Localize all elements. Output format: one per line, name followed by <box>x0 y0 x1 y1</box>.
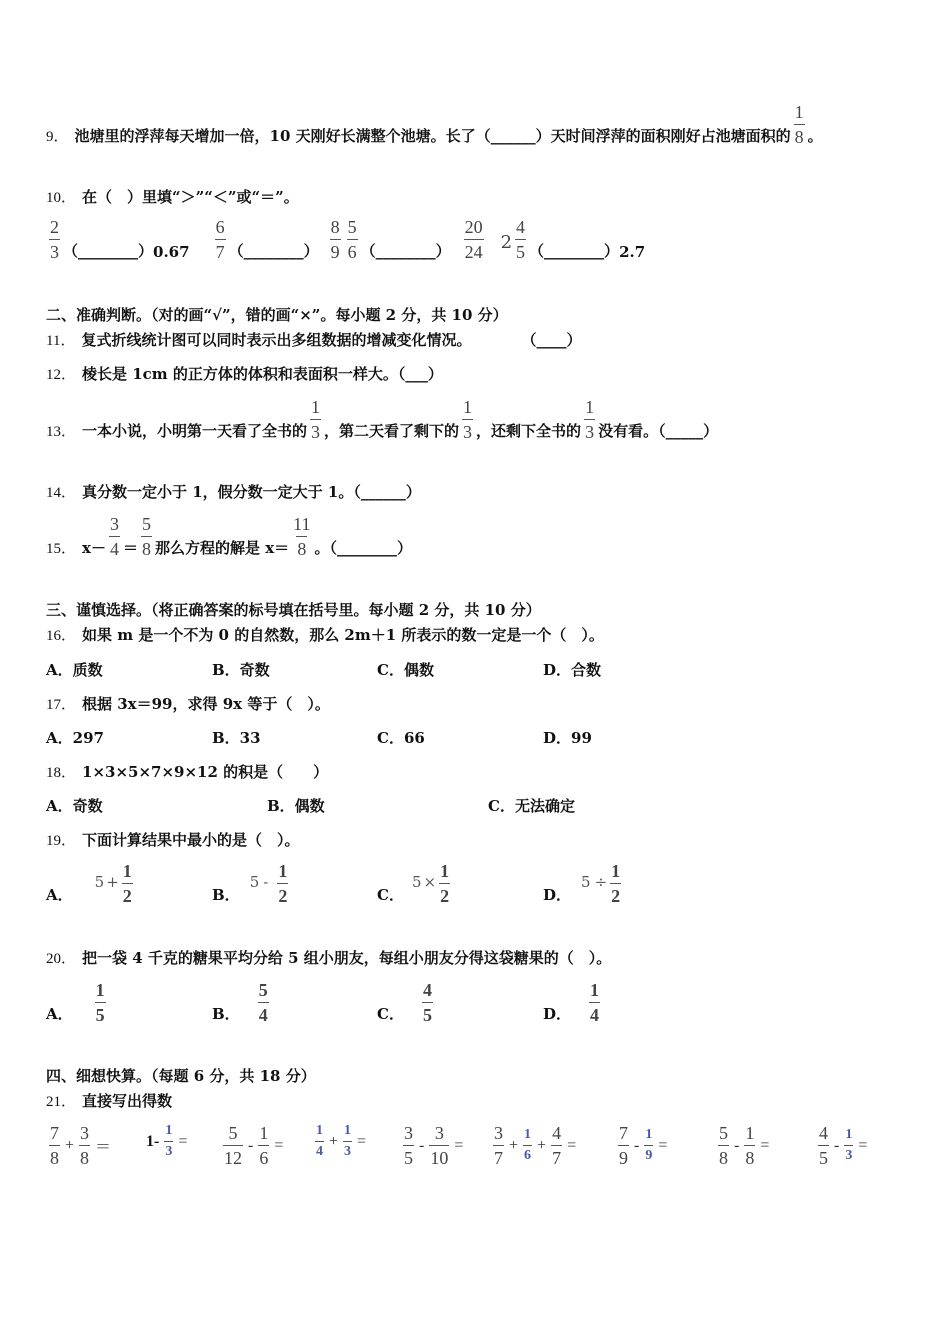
q21-fraction: $\frac{4}{7}$ <box>552 1123 562 1168</box>
q11-blank[interactable]: （____） <box>521 331 582 349</box>
q17-option-c[interactable]: C．66 <box>377 729 425 747</box>
q10-item3-blank[interactable]: （________） <box>360 242 451 260</box>
q20-d-label: D． <box>543 1005 572 1023</box>
question-18 <box>46 761 328 782</box>
q20-option-b[interactable] <box>212 981 272 1024</box>
q13-text-b: ，第二天看了剩下的 <box>324 422 460 440</box>
q20-a-frac: $\frac{1}{5}$ <box>95 980 105 1025</box>
q21-expression-6 <box>490 1124 578 1167</box>
q10-item1-blank[interactable]: （________） <box>63 242 154 260</box>
q19-b-operator: - <box>263 873 269 891</box>
q19-d-operator: ÷ <box>594 873 608 891</box>
q16-option-b[interactable]: B．奇数 <box>212 661 270 679</box>
q21-expression-9 <box>815 1124 869 1167</box>
q19-text: 下面计算结果中最小的是（ ）。 <box>82 831 300 849</box>
q20-d-frac: $\frac{1}{4}$ <box>590 980 600 1025</box>
q19-option-a[interactable] <box>46 862 136 905</box>
q21-expression-7 <box>615 1124 669 1167</box>
question-17 <box>46 693 330 714</box>
q9-number: 9． <box>46 129 69 145</box>
question-13 <box>46 398 718 441</box>
q21-fraction: $\frac{7}{9}$ <box>619 1123 628 1168</box>
q9-tail: 。 <box>807 127 823 145</box>
q21-fraction: $\frac{1}{4}$ <box>316 1123 323 1159</box>
q18-option-b[interactable]: B．偶数 <box>267 797 325 815</box>
q19-b-frac: $\frac{1}{2}$ <box>278 861 288 906</box>
q21-token: = <box>567 1136 577 1154</box>
question-11 <box>46 329 581 350</box>
q20-option-d[interactable] <box>543 981 603 1024</box>
section-3-title: 三、谨慎选择。（将正确答案的标号填在括号里。每小题 2 分，共 10 分） <box>46 601 541 619</box>
q9-text: 池塘里的浮萍每天增加一倍，10 天刚好长满整个池塘。长了（______）天时间浮萍的面积刚好占池塘面积的 <box>74 127 791 145</box>
q21-token: + <box>509 1136 519 1154</box>
q12-number: 12． <box>46 367 77 383</box>
q21-token: = <box>178 1132 188 1150</box>
q10-item2-frac: $\frac{6}{7}$ <box>215 217 225 262</box>
q19-d-whole: 5 <box>581 873 591 891</box>
q21-fraction: $\frac{4}{5}$ <box>819 1123 828 1168</box>
q20-option-a[interactable] <box>46 981 109 1024</box>
question-16 <box>46 624 604 645</box>
q10-item1-frac: $\frac{2}{3}$ <box>50 217 59 262</box>
q21-token: + <box>329 1132 339 1150</box>
q17-number: 17． <box>46 697 77 713</box>
q16-text: 如果 m 是一个不为 0 的自然数，那么 2m＋1 所表示的数一定是一个（ ）。 <box>82 626 604 644</box>
q10-items <box>46 218 645 261</box>
q21-token: ＝ <box>95 1139 112 1156</box>
q10-item4-frac: $\frac{20}{24}$ <box>464 217 483 262</box>
q21-expression-5 <box>400 1124 465 1167</box>
q21-fraction: $\frac{1}{8}$ <box>745 1123 755 1168</box>
q21-fraction: $\frac{1}{9}$ <box>645 1127 653 1163</box>
q19-d-label: D． <box>543 886 572 904</box>
question-12 <box>46 363 443 384</box>
q19-option-b[interactable] <box>212 862 291 905</box>
q21-fraction: $\frac{1}{6}$ <box>524 1127 532 1163</box>
q20-number: 20． <box>46 951 77 967</box>
q21-token: + <box>65 1136 75 1154</box>
q17-text: 根据 3x＝99，求得 9x 等于（ ）。 <box>82 695 330 713</box>
q20-text: 把一袋 4 千克的糖果平均分给 5 组小朋友，每组小朋友分得这袋糖果的（ ）。 <box>82 949 612 967</box>
q21-fraction: $\frac{5}{12}$ <box>224 1123 242 1168</box>
q19-c-frac: $\frac{1}{2}$ <box>440 861 450 906</box>
q20-c-label: C． <box>377 1005 404 1023</box>
q21-text: 直接写出得数 <box>82 1092 173 1110</box>
q19-b-whole: 5 <box>249 873 260 891</box>
q21-fraction: $\frac{3}{5}$ <box>404 1123 413 1168</box>
q21-token: - <box>834 1136 840 1154</box>
q21-token: - <box>248 1136 254 1154</box>
q20-a-label: A． <box>46 1005 73 1023</box>
q10-item5-whole: 2 <box>500 232 513 253</box>
q14-number: 14． <box>46 485 77 501</box>
q21-fraction: $\frac{5}{8}$ <box>719 1123 728 1168</box>
q10-item2-blank[interactable]: （________） <box>228 242 319 260</box>
q21-expression-4 <box>312 1124 368 1159</box>
q20-option-c[interactable] <box>377 981 436 1024</box>
q20-c-frac: $\frac{4}{5}$ <box>422 980 432 1025</box>
q17-option-d[interactable]: D．99 <box>543 729 592 747</box>
q13-frac-1: $\frac{1}{3}$ <box>311 397 321 442</box>
q19-b-label: B． <box>212 886 240 904</box>
q21-expression-1 <box>46 1124 113 1167</box>
q20-b-label: B． <box>212 1005 240 1023</box>
q19-option-d[interactable] <box>543 862 624 905</box>
q18-number: 18． <box>46 765 77 781</box>
q16-option-d[interactable]: D．合数 <box>543 661 602 679</box>
q10-text: 在（ ）里填“＞”“＜”或“＝”。 <box>82 188 299 206</box>
q13-frac-2: $\frac{1}{3}$ <box>463 397 473 442</box>
q19-number: 19． <box>46 833 77 849</box>
question-15 <box>46 515 412 558</box>
section-4-title: 四、细想快算。（每题 6 分，共 18 分） <box>46 1067 316 1085</box>
q19-option-c[interactable] <box>377 862 453 905</box>
q15-frac-3: $\frac{11}{8}$ <box>293 514 311 559</box>
q21-token: = <box>858 1136 868 1154</box>
q19-a-frac: $\frac{1}{2}$ <box>122 861 132 906</box>
q21-fraction: $\frac{7}{8}$ <box>50 1123 59 1168</box>
question-20 <box>46 947 611 968</box>
q15-text-b: 那么方程的解是 x＝ <box>154 539 290 557</box>
q21-fraction: $\frac{3}{7}$ <box>494 1123 503 1168</box>
q10-item1-value: 0.67 <box>153 243 190 261</box>
q21-fraction: $\frac{3}{8}$ <box>80 1123 90 1168</box>
q18-option-c[interactable]: C．无法确定 <box>488 797 575 815</box>
q17-option-a[interactable]: A．297 <box>46 729 104 747</box>
question-10 <box>46 186 299 207</box>
q21-expression-3 <box>220 1124 285 1167</box>
question-14 <box>46 481 421 502</box>
q17-option-b[interactable]: B．33 <box>212 729 261 747</box>
q19-a-label: A． <box>46 886 73 904</box>
q9-fraction: $\frac{1}{8}$ <box>794 102 804 147</box>
q21-token: = <box>760 1136 770 1154</box>
q18-text: 1×3×5×7×9×12 的积是（ ） <box>82 763 329 781</box>
q19-a-whole: 5 <box>94 873 105 891</box>
q13-text-d: 没有看。（_____） <box>598 422 719 440</box>
q10-number: 10． <box>46 190 77 206</box>
q10-item5-value: 2.7 <box>619 243 646 261</box>
q21-token: 1- <box>146 1132 160 1150</box>
q13-frac-3: $\frac{1}{3}$ <box>585 397 595 442</box>
q10-item3-frac-a: $\frac{8}{9}$ <box>330 217 340 262</box>
q15-text-a: x－ <box>82 539 106 557</box>
q12-text: 棱长是 1cm 的正方体的体积和表面积一样大。（___） <box>82 365 443 383</box>
q21-token: - <box>734 1136 740 1154</box>
q21-fraction: $\frac{1}{3}$ <box>344 1123 352 1159</box>
q21-fraction: $\frac{3}{10}$ <box>430 1123 449 1168</box>
q21-expression-2 <box>144 1124 189 1159</box>
q21-number: 21． <box>46 1094 77 1110</box>
q13-text-c: ，还剩下全书的 <box>476 422 582 440</box>
q16-option-a[interactable]: A．质数 <box>46 661 103 679</box>
q19-c-operator: × <box>423 873 437 891</box>
q21-token: = <box>658 1136 668 1154</box>
q15-number: 15． <box>46 541 77 557</box>
question-9 <box>46 103 823 146</box>
q19-c-label: C． <box>377 886 404 904</box>
q20-b-frac: $\frac{5}{4}$ <box>258 980 268 1025</box>
q11-number: 11． <box>46 333 76 349</box>
q19-d-frac: $\frac{1}{2}$ <box>611 861 621 906</box>
q15-frac-2: $\frac{5}{8}$ <box>141 514 151 559</box>
q21-expression-8 <box>715 1124 771 1167</box>
section-2-title: 二、准确判断。（对的画“√”，错的画“×”。每小题 2 分，共 10 分） <box>46 306 508 324</box>
q21-token: = <box>357 1132 367 1150</box>
q11-text: 复式折线统计图可以同时表示出多组数据的增减变化情况。 <box>81 331 472 349</box>
q21-fraction: $\frac{1}{3}$ <box>845 1127 853 1163</box>
q14-text: 真分数一定小于 1，假分数一定大于 1。（______） <box>82 483 421 501</box>
q15-equals: ＝ <box>122 539 138 557</box>
q15-text-c: 。（________） <box>314 539 413 557</box>
q10-item5-frac: $\frac{4}{5}$ <box>516 217 526 262</box>
q21-fraction: $\frac{1}{6}$ <box>259 1123 269 1168</box>
q21-token: - <box>634 1136 640 1154</box>
q19-a-operator: + <box>106 873 119 891</box>
question-19 <box>46 829 300 850</box>
q10-item5-blank[interactable]: （________） <box>529 242 620 260</box>
q15-frac-1: $\frac{3}{4}$ <box>109 514 119 559</box>
q10-item3-frac-b: $\frac{5}{6}$ <box>347 217 357 262</box>
question-21 <box>46 1090 172 1111</box>
q21-fraction: $\frac{1}{3}$ <box>165 1123 173 1159</box>
q21-token: = <box>454 1136 464 1154</box>
q13-text-a: 一本小说，小明第一天看了全书的 <box>82 422 308 440</box>
q21-token: = <box>274 1136 284 1154</box>
q18-option-a[interactable]: A．奇数 <box>46 797 103 815</box>
q16-number: 16． <box>46 628 77 644</box>
q19-c-whole: 5 <box>411 873 422 891</box>
q16-option-c[interactable]: C．偶数 <box>377 661 434 679</box>
q13-number: 13． <box>46 424 77 440</box>
q21-token: + <box>537 1136 547 1154</box>
q21-token: - <box>419 1136 425 1154</box>
